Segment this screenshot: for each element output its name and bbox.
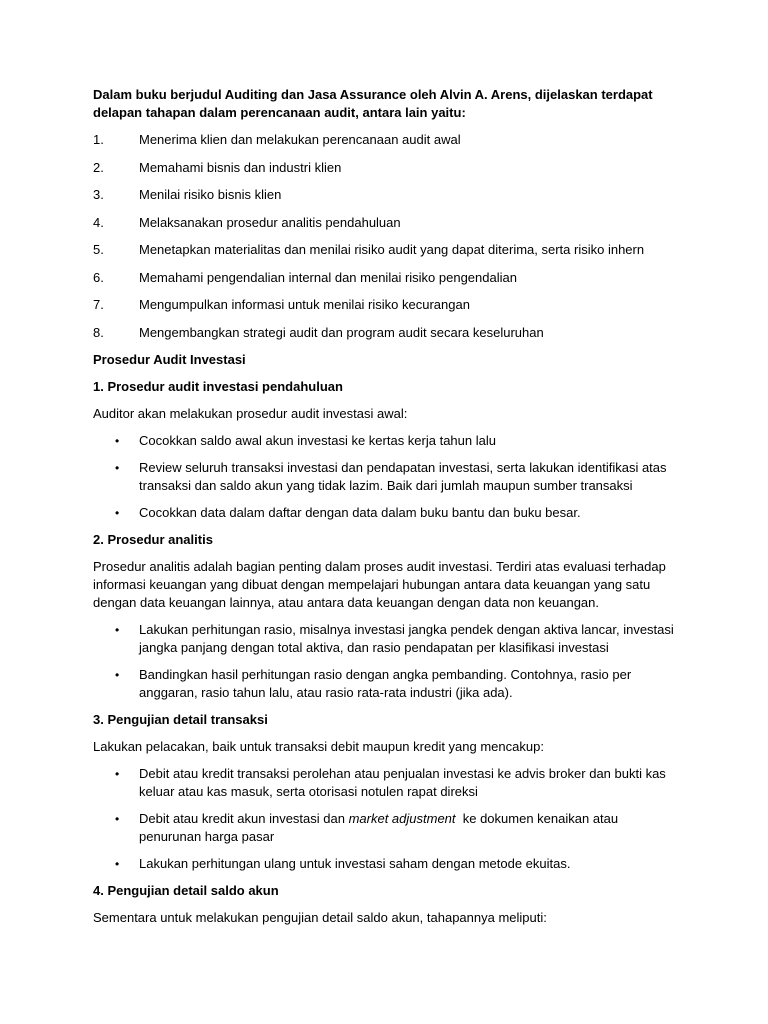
section-4-intro: Sementara untuk melakukan pengujian detail saldo akun, tahapannya meliputi: (93, 910, 547, 925)
bullet-item (93, 459, 683, 495)
bullet-item (93, 504, 683, 522)
bullet-icon: • (115, 623, 120, 637)
bullet-text: Review seluruh transaksi investasi dan pendapatan investasi, serta lakukan identifikasi atas transaksi dan saldo akun yang tidak lazim. Baik dari jumlah maupun sumber transaksi (139, 460, 667, 493)
item-text: Memahami bisnis dan industri klien (139, 159, 342, 175)
italic-term: market adjustment (348, 811, 456, 826)
item-text: Menetapkan materialitas dan menilai risiko audit yang dapat diterima, serta risiko inhern (139, 242, 645, 257)
section-4-heading: 4. Pengujian detail saldo akun (93, 883, 279, 898)
list-item (93, 324, 683, 342)
bullet-text: Cocokkan saldo awal akun investasi ke kertas kerja tahun lalu (139, 433, 496, 448)
bullet-icon: • (115, 857, 120, 871)
section-1-heading: 1. Prosedur audit investasi pendahuluan (93, 379, 343, 394)
bullet-text: Bandingkan hasil perhitungan rasio dengan angka pembanding. Contohnya, rasio per anggaran, rasio tahun lalu, atau rasio rata-rata industri (jika ada). (139, 667, 632, 700)
item-number: 1. (93, 132, 104, 147)
bullet-icon: • (115, 767, 120, 781)
section-1-intro: Auditor akan melakukan prosedur audit investasi awal: (93, 406, 408, 421)
item-number: 5. (93, 242, 104, 257)
bullet-icon: • (115, 461, 120, 475)
item-number: 3. (93, 187, 104, 202)
bullet-icon: • (115, 812, 120, 826)
steps-list (93, 131, 683, 342)
list-item (93, 269, 683, 287)
item-text: Mengumpulkan informasi untuk menilai risiko kecurangan (139, 297, 470, 312)
bullet-text: Cocokkan data dalam daftar dengan data dalam buku bantu dan buku besar. (139, 505, 581, 520)
section-2-heading: 2. Prosedur analitis (93, 532, 213, 547)
section-3-bullets (93, 765, 683, 873)
list-item (93, 241, 683, 259)
section-2-intro: Prosedur analitis adalah bagian penting dalam proses audit investasi. Terdiri atas evaluasi terhadap informasi keuangan yang dibuat dengan mempelajari hubungan antara data keuangan yang satu dengan data keuangan lainnya, atau antara data keuangan dengan data non keuangan. (93, 559, 666, 610)
item-text: Menilai risiko bisnis klien (139, 187, 282, 202)
item-number: 2. (93, 159, 104, 175)
bullet-icon: • (115, 434, 120, 448)
section-title: Prosedur Audit Investasi (93, 352, 246, 367)
bullet-text: Lakukan perhitungan rasio, misalnya investasi jangka pendek dengan aktiva lancar, investasi jangka panjang dengan total aktiva, dan rasio pendapatan per klasifikasi investasi (139, 622, 674, 655)
section-2-bullets (93, 621, 683, 702)
bullet-text: Debit atau kredit transaksi perolehan atau penjualan investasi ke advis broker dan bukti kas keluar atau kas masuk, serta otorisasi notulen rapat direksi (139, 766, 666, 799)
bullet-item (93, 621, 683, 657)
document-body (93, 86, 683, 936)
section-3-intro: Lakukan pelacakan, baik untuk transaksi debit maupun kredit yang mencakup: (93, 739, 544, 754)
section-1-bullets (93, 432, 683, 522)
bullet-icon: • (115, 506, 120, 520)
section-3-heading: 3. Pengujian detail transaksi (93, 712, 268, 727)
item-number: 7. (93, 297, 104, 312)
item-text: Melaksanakan prosedur analitis pendahuluan (139, 214, 401, 230)
bullet-text-part: ke dokumen kenaikan atau penurunan harga pasar (139, 811, 622, 844)
bullet-item (93, 666, 683, 702)
list-item (93, 186, 683, 204)
item-text: Mengembangkan strategi audit dan program audit secara keseluruhan (139, 324, 544, 340)
bullet-text (139, 810, 683, 846)
item-text: Menerima klien dan melakukan perencanaan audit awal (139, 132, 461, 147)
list-item (93, 131, 683, 149)
list-item (93, 214, 683, 232)
intro-paragraph: Dalam buku berjudul Auditing dan Jasa Assurance oleh Alvin A. Arens, dijelaskan terdapat delapan tahapan dalam perencanaan audit, antara lain yaitu: (93, 87, 653, 120)
bullet-item (93, 432, 683, 450)
bullet-text: Lakukan perhitungan ulang untuk investasi saham dengan metode ekuitas. (139, 856, 571, 871)
item-number: 8. (93, 324, 104, 340)
bullet-text-part: Debit atau kredit akun investasi dan (139, 811, 349, 826)
bullet-item (93, 855, 683, 873)
bullet-item (93, 810, 683, 846)
item-number: 6. (93, 269, 104, 285)
item-number: 4. (93, 214, 104, 230)
bullet-icon: • (115, 668, 120, 682)
item-text: Memahami pengendalian internal dan menilai risiko pengendalian (139, 269, 517, 285)
list-item (93, 159, 683, 177)
list-item (93, 296, 683, 314)
bullet-item (93, 765, 683, 801)
